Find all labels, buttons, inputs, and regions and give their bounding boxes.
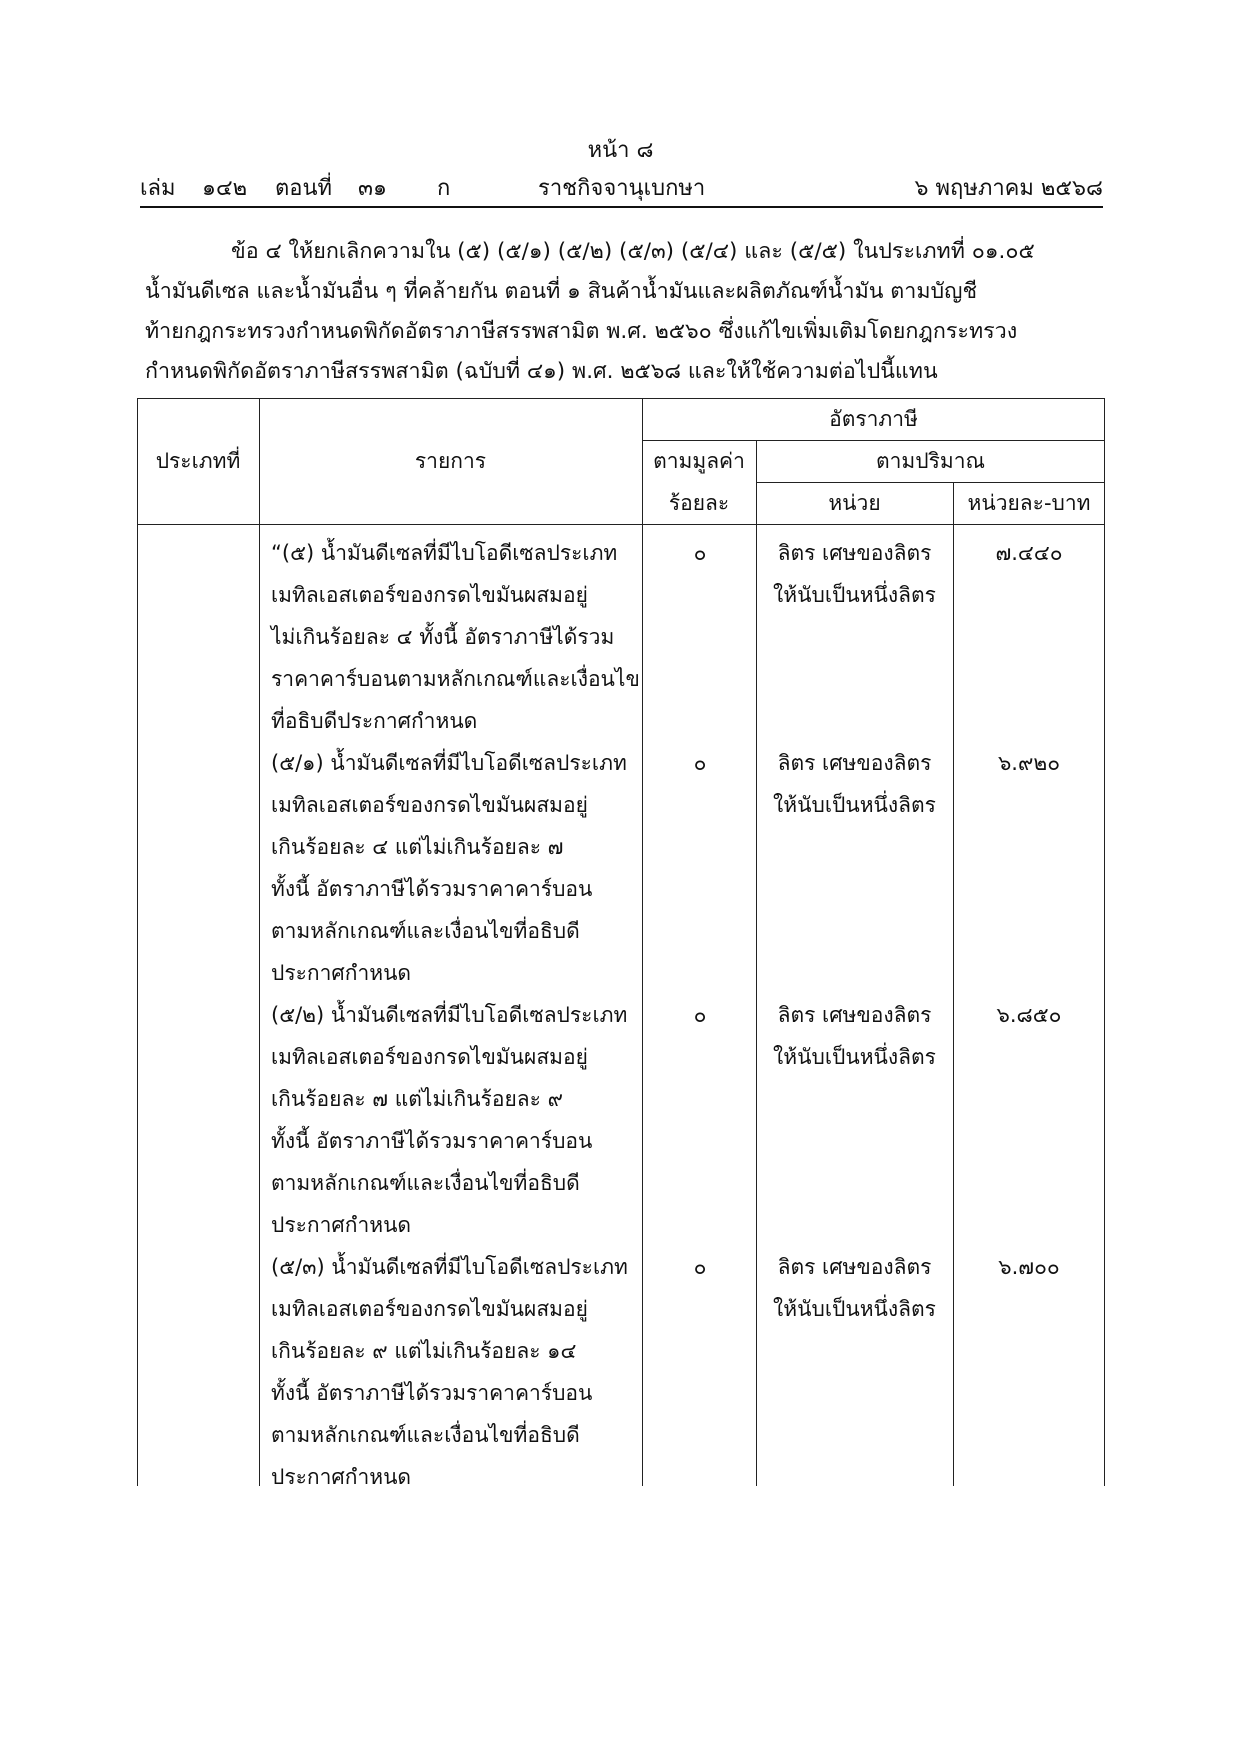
gazette-header — [140, 170, 1103, 204]
section-label: ตอนที่ — [275, 176, 333, 201]
rate-value: ๖.๘๕๐ — [996, 1003, 1062, 1027]
volume-number: ๑๔๒ — [202, 176, 248, 201]
description-line: ประกาศกำหนด — [271, 961, 412, 985]
item-description — [271, 994, 651, 1246]
unit-line: ให้นับเป็นหนึ่งลิตร — [773, 1045, 936, 1069]
unit-line: ลิตร เศษของลิตร — [777, 1003, 932, 1027]
percent-value: ๐ — [693, 751, 707, 775]
intro-line: ข้อ ๔ ให้ยกเลิกความใน (๕) (๕/๑) (๕/๒) (๕/๓) (๕/๔) และ (๕/๕) ในประเภทที่ ๐๑.๐๕ — [231, 239, 1035, 264]
description-line: “(๕) น้ำมันดีเซลที่มีไบโอดีเซลประเภท — [271, 541, 618, 565]
unit-line: ให้นับเป็นหนึ่งลิตร — [773, 1297, 936, 1321]
item-description — [271, 532, 651, 742]
unit-line: ลิตร เศษของลิตร — [777, 541, 932, 565]
page-number: หน้า ๘ — [587, 138, 654, 163]
unit-value — [756, 742, 953, 826]
description-line: เกินร้อยละ ๔ แต่ไม่เกินร้อยละ ๗ — [271, 835, 564, 859]
header-unit: หน่วย — [828, 491, 881, 515]
description-line: ตามหลักเกณฑ์และเงื่อนไขที่อธิบดี — [271, 919, 580, 943]
description-line: เมทิลเอสเตอร์ของกรดไขมันผสมอยู่ — [271, 1045, 588, 1069]
unit-line: ให้นับเป็นหนึ่งลิตร — [773, 793, 936, 817]
unit-line: ลิตร เศษของลิตร — [777, 751, 932, 775]
intro-line: กำหนดพิกัดอัตราภาษีสรรพสามิต (ฉบับที่ ๔๑) พ.ศ. ๒๕๖๘ และให้ใช้ความต่อไปนี้แทน — [145, 359, 938, 384]
rate-value: ๖.๗๐๐ — [998, 1255, 1060, 1279]
section-number: ๓๑ — [358, 176, 388, 201]
description-line: ทั้งนี้ อัตราภาษีได้รวมราคาคาร์บอน — [271, 1381, 593, 1405]
description-line: ราคาคาร์บอนตามหลักเกณฑ์และเงื่อนไข — [271, 667, 640, 691]
description-line: เมทิลเอสเตอร์ของกรดไขมันผสมอยู่ — [271, 583, 588, 607]
header-by-quantity: ตามปริมาณ — [876, 449, 985, 473]
unit-value — [756, 1246, 953, 1330]
description-line: เมทิลเอสเตอร์ของกรดไขมันผสมอยู่ — [271, 1297, 588, 1321]
intro-line: ท้ายกฎกระทรวงกำหนดพิกัดอัตราภาษีสรรพสามิต พ.ศ. ๒๕๖๐ ซึ่งแก้ไขเพิ่มเติมโดยกฎกระทรวง — [145, 319, 1018, 344]
percent-value: ๐ — [693, 1255, 707, 1279]
percent-value: ๐ — [693, 1003, 707, 1027]
description-line: (๕/๓) น้ำมันดีเซลที่มีไบโอดีเซลประเภท — [271, 1255, 628, 1279]
header-by-value: ตามมูลค่า — [653, 449, 745, 473]
unit-line: ลิตร เศษของลิตร — [777, 1255, 932, 1279]
header-item: รายการ — [414, 449, 487, 473]
tax-rate-table — [137, 398, 1105, 1489]
header-percent: ร้อยละ — [668, 491, 730, 515]
description-line: ไม่เกินร้อยละ ๔ ทั้งนี้ อัตราภาษีได้รวม — [271, 625, 615, 649]
rate-value: ๗.๔๔๐ — [995, 541, 1063, 565]
table-border — [137, 524, 1105, 525]
section-class: ก — [437, 176, 451, 201]
description-line: เมทิลเอสเตอร์ของกรดไขมันผสมอยู่ — [271, 793, 588, 817]
volume-label: เล่ม — [140, 176, 176, 201]
gazette-name: ราชกิจจานุเบกษา — [538, 176, 706, 201]
item-description — [271, 1246, 651, 1498]
description-line: ที่อธิบดีประกาศกำหนด — [271, 709, 478, 733]
header-category: ประเภทที่ — [155, 449, 241, 473]
intro-paragraph — [145, 232, 1103, 392]
description-line: (๕/๒) น้ำมันดีเซลที่มีไบโอดีเซลประเภท — [271, 1003, 628, 1027]
percent-value: ๐ — [693, 541, 707, 565]
description-line: ประกาศกำหนด — [271, 1213, 412, 1237]
table-border — [137, 398, 138, 1486]
description-line: ตามหลักเกณฑ์และเงื่อนไขที่อธิบดี — [271, 1423, 580, 1447]
rate-value: ๖.๙๒๐ — [997, 751, 1061, 775]
intro-line: น้ำมันดีเซล และน้ำมันอื่น ๆ ที่คล้ายกัน ตอนที่ ๑ สินค้าน้ำมันและผลิตภัณฑ์น้ำมัน ตามบัญชี — [145, 279, 978, 304]
header-tax-rate: อัตราภาษี — [829, 407, 918, 431]
header-divider — [140, 206, 1103, 208]
table-border — [259, 398, 260, 1486]
item-description — [271, 742, 651, 994]
header-per-unit-baht: หน่วยละ-บาท — [967, 491, 1091, 515]
description-line: ประกาศกำหนด — [271, 1465, 412, 1489]
description-line: เกินร้อยละ ๗ แต่ไม่เกินร้อยละ ๙ — [271, 1087, 563, 1111]
publication-date: ๖ พฤษภาคม ๒๕๖๘ — [914, 176, 1103, 201]
description-line: ตามหลักเกณฑ์และเงื่อนไขที่อธิบดี — [271, 1171, 580, 1195]
description-line: เกินร้อยละ ๙ แต่ไม่เกินร้อยละ ๑๔ — [271, 1339, 577, 1363]
description-line: (๕/๑) น้ำมันดีเซลที่มีไบโอดีเซลประเภท — [271, 751, 627, 775]
description-line: ทั้งนี้ อัตราภาษีได้รวมราคาคาร์บอน — [271, 1129, 593, 1153]
unit-value — [756, 532, 953, 616]
unit-value — [756, 994, 953, 1078]
description-line: ทั้งนี้ อัตราภาษีได้รวมราคาคาร์บอน — [271, 877, 593, 901]
unit-line: ให้นับเป็นหนึ่งลิตร — [773, 583, 936, 607]
